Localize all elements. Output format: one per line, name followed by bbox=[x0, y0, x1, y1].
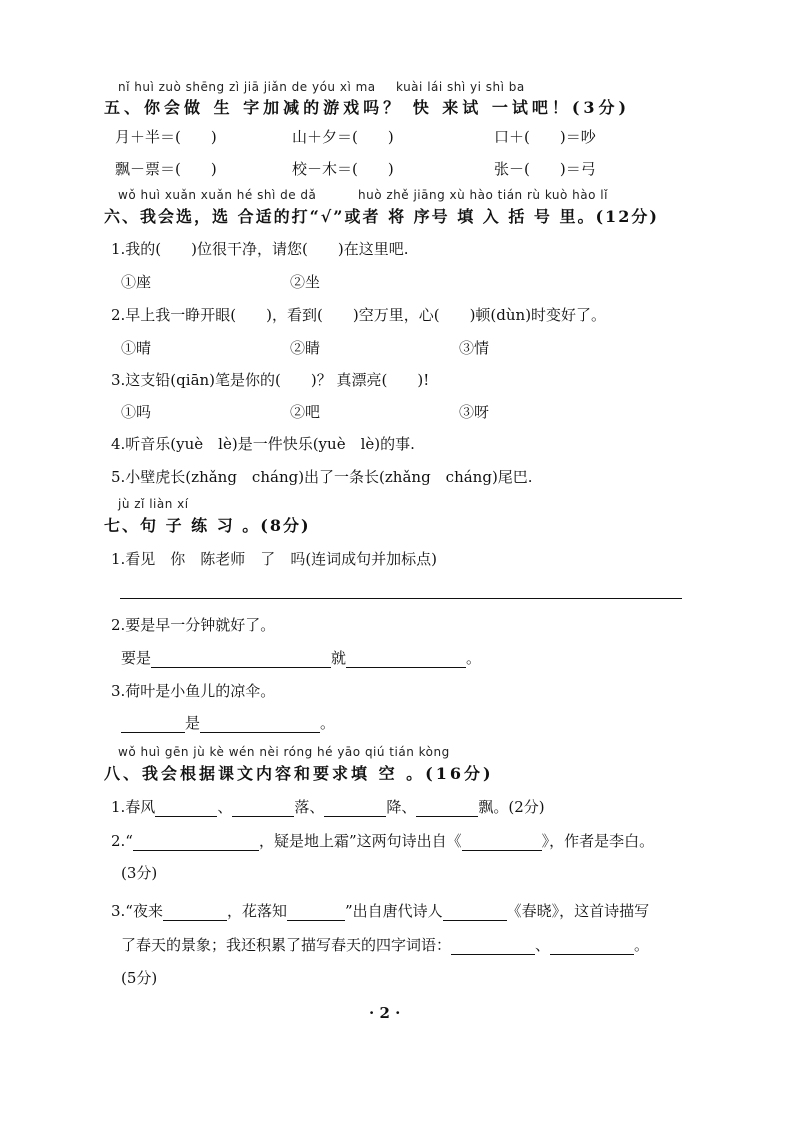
sec7-question-3: 3.荷叶是小鱼儿的凉伞。 bbox=[111, 682, 276, 700]
sec6-question-1: 1.我的( )位很干净，请您( )在这里吧. bbox=[111, 240, 409, 258]
sec8-q1-blank-3[interactable] bbox=[324, 800, 386, 817]
sec6-pinyin-a: wǒ huì xuǎn xuǎn hé shì de dǎ bbox=[118, 188, 317, 202]
sec5-pinyin-a: nǐ huì zuò shēng zì jiā jiǎn de yóu xì ma bbox=[118, 80, 376, 94]
sec8-q3-blank-5[interactable] bbox=[550, 938, 634, 955]
sec8-q3-end: 。 bbox=[634, 936, 650, 954]
sec5-pinyin-b: kuài lái shì yi shì ba bbox=[396, 80, 525, 94]
sec7-q3-blank-1[interactable] bbox=[121, 716, 185, 733]
sec8-q1-end: 飘。(2分) bbox=[478, 798, 545, 816]
sec8-q3-line-2 bbox=[121, 934, 649, 955]
sec8-q3-mid-3: 《春晓》，这首诗描写 bbox=[506, 902, 650, 920]
sec6-question-4: 4.听音乐(yuè lè)是一件快乐(yuè lè)的事. bbox=[111, 435, 415, 453]
sec6-q2-option-3: ③情 bbox=[459, 339, 490, 357]
sec8-question-1 bbox=[111, 796, 545, 817]
sec8-q3-mid-1: ，花落知 bbox=[226, 902, 287, 920]
sec6-question-3: 3.这支铅(qiān)笔是你的( )？ 真漂亮( )! bbox=[111, 371, 430, 389]
sec8-q3-blank-2[interactable] bbox=[287, 904, 345, 921]
sec8-q3-blank-4[interactable] bbox=[451, 938, 535, 955]
sec7-q2-blank-1[interactable] bbox=[151, 651, 331, 668]
sec8-q2-blank-2[interactable] bbox=[462, 834, 542, 851]
sec8-q1-sep-3: 降、 bbox=[386, 798, 417, 816]
sec8-q1-prefix: 1.春风 bbox=[111, 798, 156, 816]
sec6-question-2: 2.早上我一睁开眼( )，看到( )空万里，心( )顿(dùn)时变好了。 bbox=[111, 306, 607, 324]
sec6-q1-option-2: ②坐 bbox=[290, 273, 321, 291]
sec7-pinyin: jù zǐ liàn xí bbox=[118, 497, 189, 511]
sec7-question-2: 2.要是早一分钟就好了。 bbox=[111, 616, 276, 634]
sec8-q3-line2-text: 了春天的景象；我还积累了描写春天的四字词语： bbox=[121, 936, 452, 954]
sec7-q2-end: 。 bbox=[466, 649, 482, 667]
sec8-q1-blank-1[interactable] bbox=[155, 800, 217, 817]
sec7-heading: 七、句 子 练 习 。(8分) bbox=[104, 516, 311, 535]
sec8-q1-blank-4[interactable] bbox=[416, 800, 478, 817]
sec8-pinyin: wǒ huì gēn jù kè wén nèi róng hé yāo qiú tián kòng bbox=[118, 745, 450, 759]
sec7-question-1: 1.看见 你 陈老师 了 吗(连词成句并加标点) bbox=[111, 550, 438, 568]
sec7-q2-word-a: 要是 bbox=[121, 649, 152, 667]
sec5-item-6: 张－( )＝弓 bbox=[494, 160, 596, 178]
sec6-q3-option-3: ③呀 bbox=[459, 403, 490, 421]
sec7-q2-word-b: 就 bbox=[331, 649, 347, 667]
sec8-q2-prefix: 2.“ bbox=[111, 832, 133, 850]
sec8-q2-score: (3分) bbox=[121, 864, 158, 882]
sec7-q2-sentence bbox=[121, 647, 481, 668]
sec5-heading: 五、你会做 生 字加减的游戏吗？ 快 来试 一试吧！(3分) bbox=[104, 98, 631, 117]
sec8-question-3 bbox=[111, 900, 649, 921]
sec5-item-2: 山＋夕＝( ) bbox=[292, 128, 394, 146]
sec8-q1-sep-2: 落、 bbox=[294, 798, 325, 816]
sec5-item-5: 校－木＝( ) bbox=[292, 160, 394, 178]
sec8-q2-end: 》，作者是李白。 bbox=[541, 832, 655, 850]
sec7-q2-blank-2[interactable] bbox=[346, 651, 466, 668]
sec8-heading: 八、我会根据课文内容和要求填 空 。(16分) bbox=[104, 764, 494, 783]
sec7-q1-answer-line[interactable] bbox=[120, 598, 682, 599]
sec8-q2-middle: ，疑是地上霜”这两句诗出自《 bbox=[258, 832, 462, 850]
sec7-q3-end: 。 bbox=[320, 714, 336, 732]
sec6-q3-option-2: ②吧 bbox=[290, 403, 321, 421]
sec6-q3-option-1: ①吗 bbox=[121, 403, 152, 421]
sec6-heading: 六、我会选，选 合适的打“√”或者 将 序号 填 入 括 号 里。(12分) bbox=[104, 207, 659, 226]
sec6-q1-option-1: ①座 bbox=[121, 273, 152, 291]
sec6-q2-option-1: ①晴 bbox=[121, 339, 152, 357]
sec7-q3-sentence bbox=[121, 712, 335, 733]
sec7-q3-word-a: 是 bbox=[185, 714, 201, 732]
sec5-item-3: 口＋( )＝吵 bbox=[494, 128, 596, 146]
sec8-q1-blank-2[interactable] bbox=[232, 800, 294, 817]
sec8-q3-blank-3[interactable] bbox=[443, 904, 507, 921]
sec8-q3-sep: 、 bbox=[535, 936, 551, 954]
sec8-q1-sep-1: 、 bbox=[217, 798, 233, 816]
sec5-item-1: 月＋半＝( ) bbox=[115, 128, 217, 146]
sec8-question-2 bbox=[111, 830, 654, 851]
sec8-q3-mid-2: ”出自唐代诗人 bbox=[345, 902, 443, 920]
sec8-q3-blank-1[interactable] bbox=[163, 904, 227, 921]
sec8-q3-prefix: 3.“夜来 bbox=[111, 902, 163, 920]
sec8-q3-score: (5分) bbox=[121, 969, 158, 987]
sec7-q3-blank-2[interactable] bbox=[200, 716, 320, 733]
sec8-q2-blank-1[interactable] bbox=[133, 834, 259, 851]
page-number: · 2 · bbox=[369, 1004, 401, 1022]
sec5-item-4: 飘－票＝( ) bbox=[115, 160, 217, 178]
sec6-question-5: 5.小壁虎长(zhǎng cháng)出了一条长(zhǎng cháng)尾巴. bbox=[111, 468, 533, 486]
sec6-q2-option-2: ②睛 bbox=[290, 339, 321, 357]
sec6-pinyin-b: huò zhě jiāng xù hào tián rù kuò hào lǐ bbox=[358, 188, 608, 202]
